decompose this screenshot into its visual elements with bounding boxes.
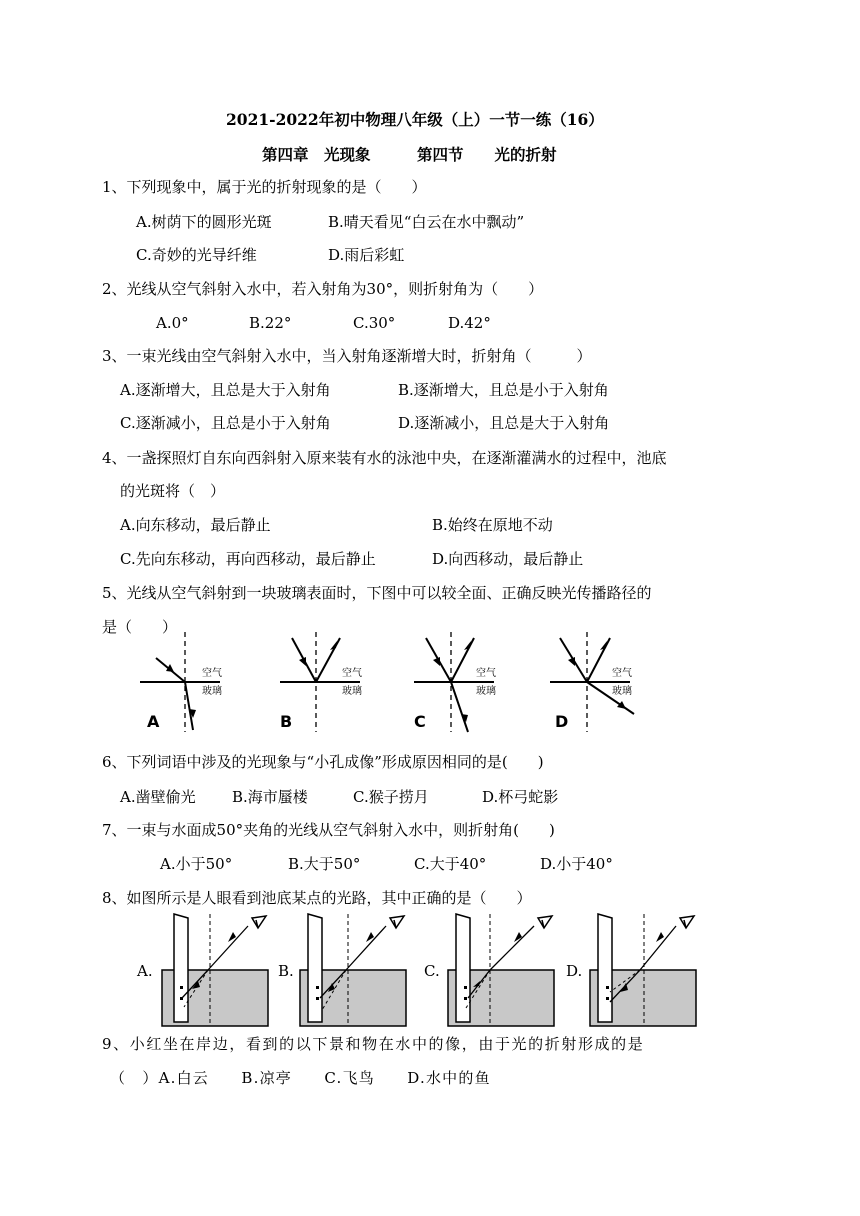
q1-option-b[interactable]: B.晴天看见“白云在水中飘动” <box>328 213 525 231</box>
q6-option-a[interactable]: A.凿壁偷光 <box>120 788 196 806</box>
q7-option-d[interactable]: D.小于40° <box>540 855 613 873</box>
q2-option-a[interactable]: A.0° <box>156 314 189 332</box>
question-4-stem: 4、一盏探照灯自东向西斜射入原来装有水的泳池中央，在逐渐灌满水的过程中，池底 <box>102 449 667 467</box>
q2-option-b[interactable]: B.22° <box>249 314 292 332</box>
page-title: 2021-2022年初中物理八年级（上）一节一练（16） <box>226 110 604 129</box>
question-9-stem: 9、小红坐在岸边，看到的以下景和物在水中的像，由于光的折射形成的是 <box>102 1035 645 1053</box>
q5c-medium-top: 空气 <box>476 668 496 679</box>
q8-label-b: B. <box>278 962 294 980</box>
q5d-medium-top: 空气 <box>612 668 632 679</box>
q8-figure-c[interactable] <box>446 912 560 1028</box>
question-6-stem: 6、下列词语中涉及的光现象与“小孔成像”形成原因相同的是( ) <box>102 753 544 771</box>
q8-figure-a[interactable] <box>160 912 274 1028</box>
q7-option-b[interactable]: B.大于50° <box>288 855 361 873</box>
q3-option-b[interactable]: B.逐渐增大，且总是小于入射角 <box>398 381 609 399</box>
q5b-medium-bottom: 玻璃 <box>342 686 362 697</box>
q5-figure-b[interactable] <box>280 632 380 736</box>
q8-figure-d[interactable] <box>588 912 702 1028</box>
question-9-stem-cont: （ ）A.白云 B.凉亭 C.飞鸟 D.水中的鱼 <box>110 1069 491 1087</box>
q8-label-c: C. <box>424 962 440 980</box>
page-subtitle: 第四章 光现象 第四节 光的折射 <box>262 145 557 164</box>
q5-label-b: B <box>280 712 293 731</box>
question-5-stem: 5、光线从空气斜射到一块玻璃表面时，下图中可以较全面、正确反映光传播路径的 <box>102 584 652 602</box>
q7-option-c[interactable]: C.大于40° <box>414 855 487 873</box>
q3-option-a[interactable]: A.逐渐增大，且总是大于入射角 <box>120 381 331 399</box>
q5b-medium-top: 空气 <box>342 668 362 679</box>
q8-label-a: A. <box>137 962 153 980</box>
q3-option-d[interactable]: D.逐渐减小，且总是大于入射角 <box>398 414 610 432</box>
q4-option-d[interactable]: D.向西移动，最后静止 <box>432 550 584 568</box>
q6-option-c[interactable]: C.猴子捞月 <box>353 788 429 806</box>
q5c-medium-bottom: 玻璃 <box>476 686 496 697</box>
q5a-medium-top: 空气 <box>202 668 222 679</box>
q5-label-c: C <box>414 712 426 731</box>
q5-label-d: D <box>555 712 569 731</box>
question-4-stem-cont: 的光斑将（ ） <box>120 482 226 500</box>
q4-option-c[interactable]: C.先向东移动，再向西移动，最后静止 <box>120 550 376 568</box>
q8-label-d: D. <box>566 962 583 980</box>
q8-figure-b[interactable] <box>298 912 412 1028</box>
q5-figure-c[interactable] <box>414 632 514 736</box>
q1-option-a[interactable]: A.树荫下的圆形光斑 <box>136 213 272 231</box>
q3-option-c[interactable]: C.逐渐减小，且总是小于入射角 <box>120 414 331 432</box>
q5-label-a: A <box>147 712 160 731</box>
q5d-medium-bottom: 玻璃 <box>612 686 632 697</box>
q4-option-b[interactable]: B.始终在原地不动 <box>432 516 553 534</box>
q5a-medium-bottom: 玻璃 <box>202 686 222 697</box>
q2-option-c[interactable]: C.30° <box>353 314 396 332</box>
q7-option-a[interactable]: A.小于50° <box>160 855 233 873</box>
question-3-stem: 3、一束光线由空气斜射入水中，当入射角逐渐增大时，折射角（ ） <box>102 347 592 365</box>
question-7-stem: 7、一束与水面成50°夹角的光线从空气斜射入水中，则折射角( ) <box>102 821 555 839</box>
q2-option-d[interactable]: D.42° <box>448 314 491 332</box>
q6-option-d[interactable]: D.杯弓蛇影 <box>482 788 559 806</box>
q6-option-b[interactable]: B.海市蜃楼 <box>232 788 308 806</box>
q1-option-c[interactable]: C.奇妙的光导纤维 <box>136 246 257 264</box>
question-5-stem-cont: 是（ ） <box>102 618 178 636</box>
q4-option-a[interactable]: A.向东移动，最后静止 <box>120 516 271 534</box>
q1-option-d[interactable]: D.雨后彩虹 <box>328 246 405 264</box>
question-2-stem: 2、光线从空气斜射入水中，若入射角为30°，则折射角为（ ） <box>102 280 544 298</box>
question-1-stem: 1、下列现象中，属于光的折射现象的是（ ） <box>102 178 427 196</box>
question-8-stem: 8、如图所示是人眼看到池底某点的光路，其中正确的是（ ） <box>102 889 532 907</box>
